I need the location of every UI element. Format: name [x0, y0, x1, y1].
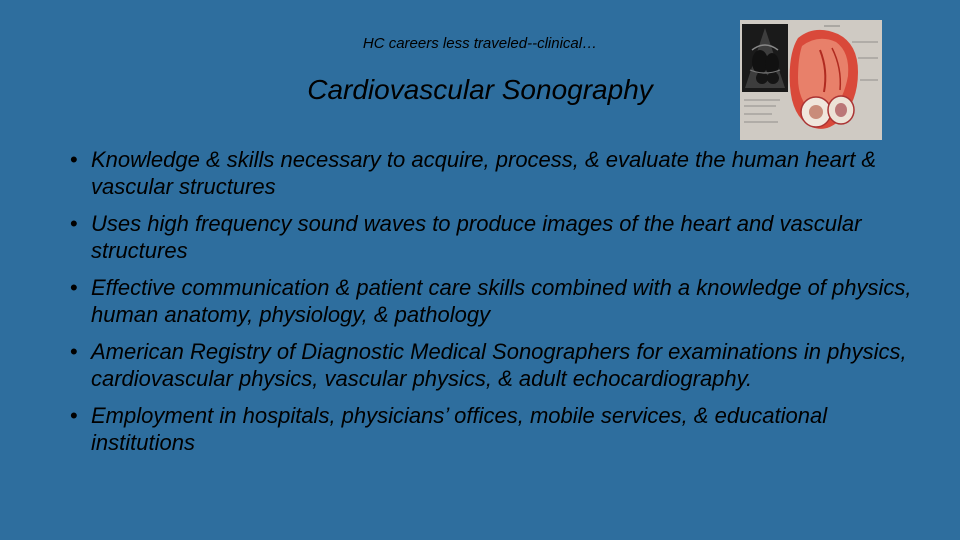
heart-illustration-graphic	[740, 20, 882, 140]
bullet-item	[58, 338, 918, 392]
slide-title: Cardiovascular Sonography	[307, 74, 653, 105]
bullet-glyph: •	[70, 403, 78, 428]
bullet-item	[58, 274, 918, 328]
bullet-text: American Registry of Diagnostic Medical Sonographers for examinations in physics, cardiovascular physics, vascular physics, & adult echocardiography.	[91, 339, 907, 391]
bullet-glyph: •	[70, 211, 78, 236]
slide-subtitle: HC careers less traveled--clinical…	[362, 35, 598, 52]
bullet-item	[58, 210, 918, 264]
bullet-glyph: •	[70, 147, 78, 172]
bullet-text: Effective communication & patient care skills combined with a knowledge of physics, human anatomy, physiology, & pathology	[91, 275, 912, 327]
bullet-glyph: •	[70, 275, 78, 300]
bullet-glyph: •	[70, 339, 78, 364]
bullet-text: Knowledge & skills necessary to acquire, process, & evaluate the human heart & vascular structures	[91, 147, 877, 199]
heart-illustration	[740, 20, 882, 140]
bullet-text: Employment in hospitals, physicians’ offices, mobile services, & educational institutions	[91, 403, 828, 455]
bullet-item	[58, 146, 918, 200]
bullet-item	[58, 402, 918, 456]
bullet-text: Uses high frequency sound waves to produce images of the heart and vascular structures	[91, 211, 862, 263]
bullet-list	[58, 146, 918, 466]
